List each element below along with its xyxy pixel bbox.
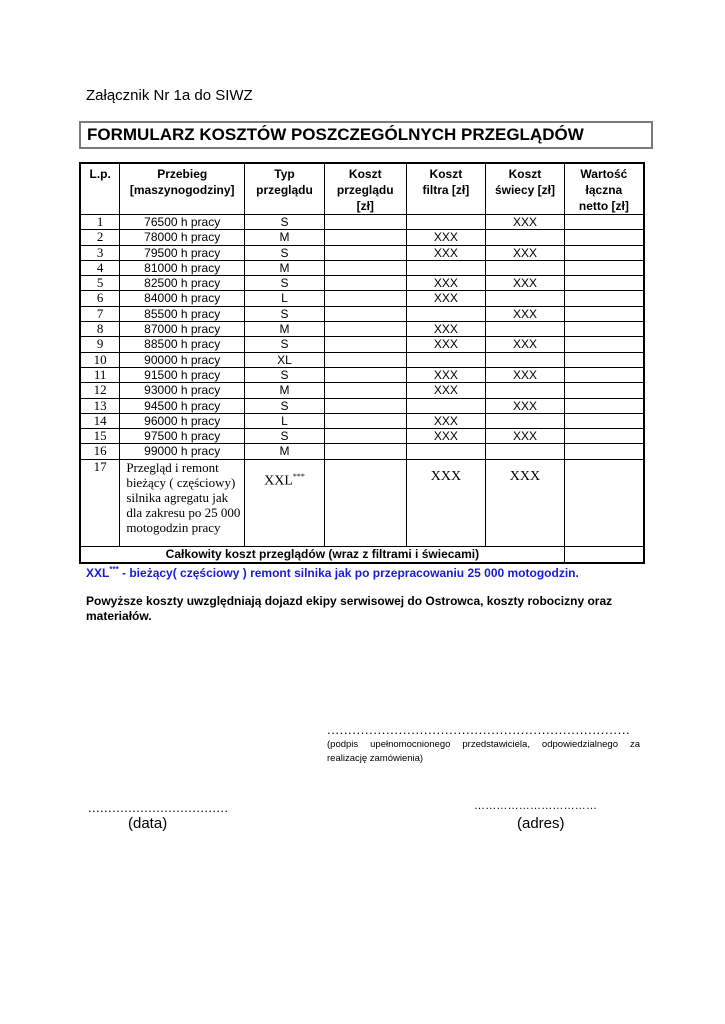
cell-swiecy: XXX [486, 276, 565, 291]
cell-przebieg: 90000 h pracy [120, 352, 245, 367]
cell-filtra[interactable] [406, 215, 486, 230]
table-row [80, 398, 644, 413]
cell-koszt-przegladu[interactable] [324, 383, 406, 398]
cell-swiecy[interactable] [486, 352, 565, 367]
cell-wartosc[interactable] [564, 337, 644, 352]
column-header [120, 163, 245, 215]
cell-lp: 9 [80, 337, 120, 352]
column-header-line: Koszt [429, 167, 463, 181]
cell-wartosc[interactable] [564, 230, 644, 245]
column-header-line: Wartość [580, 167, 628, 181]
column-header-line: Koszt [348, 167, 382, 181]
cell-przebieg: 79500 h pracy [120, 245, 245, 260]
table-row [80, 230, 644, 245]
cell-filtra[interactable] [406, 260, 486, 275]
cell-swiecy[interactable] [486, 383, 565, 398]
cell-koszt-przegladu[interactable] [324, 230, 406, 245]
column-header-line: świecy [zł] [494, 183, 555, 197]
cell-typ: M [245, 383, 325, 398]
table-header-row [80, 163, 644, 215]
cell-filtra: XXX [406, 459, 486, 546]
cell-typ: L [245, 291, 325, 306]
total-value[interactable] [564, 546, 644, 563]
column-header-line: Typ [274, 167, 295, 181]
cell-przebieg: 91500 h pracy [120, 367, 245, 382]
cell-lp: 6 [80, 291, 120, 306]
cell-typ: S [245, 337, 325, 352]
column-header-line: przeglądu [336, 183, 394, 197]
cell-filtra: XXX [406, 429, 486, 444]
cell-koszt-przegladu[interactable] [324, 398, 406, 413]
cell-typ: M [245, 260, 325, 275]
cell-wartosc[interactable] [564, 413, 644, 428]
cell-swiecy[interactable] [486, 413, 565, 428]
cost-table [79, 162, 645, 564]
table-row [80, 306, 644, 321]
cell-wartosc[interactable] [564, 429, 644, 444]
table-row [80, 413, 644, 428]
table-row [80, 459, 644, 546]
cell-wartosc[interactable] [564, 352, 644, 367]
cell-swiecy[interactable] [486, 291, 565, 306]
cell-koszt-przegladu[interactable] [324, 337, 406, 352]
cell-koszt-przegladu[interactable] [324, 276, 406, 291]
cell-wartosc[interactable] [564, 459, 644, 546]
form-title: FORMULARZ KOSZTÓW POSZCZEGÓLNYCH PRZEGLĄDÓW [79, 121, 653, 149]
table-row [80, 444, 644, 459]
cell-typ-value: XXL [264, 473, 293, 489]
column-header [80, 163, 120, 215]
cell-lp: 12 [80, 383, 120, 398]
costs-note: Powyższe koszty uwzględniają dojazd ekipy serwisowej do Ostrowca, koszty robocizny oraz materiałów. [86, 594, 613, 623]
cell-przebieg: 76500 h pracy [120, 215, 245, 230]
cell-typ: S [245, 215, 325, 230]
cell-typ: XL [245, 352, 325, 367]
cell-swiecy: XXX [486, 215, 565, 230]
cell-koszt-przegladu[interactable] [324, 291, 406, 306]
table-row [80, 367, 644, 382]
attachment-label: Załącznik Nr 1a do SIWZ [86, 87, 253, 104]
cell-lp: 1 [80, 215, 120, 230]
cell-swiecy: XXX [486, 429, 565, 444]
cell-przebieg: 94500 h pracy [120, 398, 245, 413]
cell-swiecy[interactable] [486, 260, 565, 275]
cell-przebieg: 85500 h pracy [120, 306, 245, 321]
column-header-line: przeglądu [256, 183, 313, 197]
cell-swiecy: XXX [486, 398, 565, 413]
cell-typ [245, 459, 325, 546]
column-header [486, 163, 565, 215]
cell-filtra: XXX [406, 245, 486, 260]
column-header [324, 163, 406, 215]
cell-filtra: XXX [406, 291, 486, 306]
cell-przebieg: 84000 h pracy [120, 291, 245, 306]
column-header [406, 163, 486, 215]
cell-przebieg: 81000 h pracy [120, 260, 245, 275]
date-line: ................................... [88, 800, 229, 815]
column-header-line: Koszt [508, 167, 542, 181]
total-label: Całkowity koszt przeglądów (wraz z filtrami i świecami) [80, 546, 564, 563]
cell-lp: 11 [80, 367, 120, 382]
cell-filtra[interactable] [406, 352, 486, 367]
table-row [80, 352, 644, 367]
cell-przebieg: Przegląd i remont bieżący ( częściowy) silnika agregatu jak dla zakresu po 25 000 motogodzin pracy [120, 459, 245, 546]
cell-wartosc[interactable] [564, 245, 644, 260]
cell-typ: S [245, 276, 325, 291]
table-row [80, 260, 644, 275]
cell-typ: S [245, 245, 325, 260]
cell-filtra: XXX [406, 367, 486, 382]
cell-lp: 7 [80, 306, 120, 321]
cell-koszt-przegladu[interactable] [324, 352, 406, 367]
cell-koszt-przegladu[interactable] [324, 245, 406, 260]
footnote-marker-sup: *** [109, 565, 119, 574]
cell-przebieg: 97500 h pracy [120, 429, 245, 444]
date-label: (data) [128, 815, 168, 832]
cell-wartosc[interactable] [564, 322, 644, 337]
signature-line: ........................................................................ [327, 722, 631, 737]
cell-lp: 10 [80, 352, 120, 367]
signature-caption: (podpis upełnomocnionego przedstawiciela, odpowiedzialnego za realizację zamówienia) [327, 739, 640, 764]
cell-filtra[interactable] [406, 398, 486, 413]
address-line: …………………………… [474, 800, 598, 812]
cell-lp: 2 [80, 230, 120, 245]
cell-wartosc[interactable] [564, 291, 644, 306]
cell-swiecy: XXX [486, 459, 565, 546]
cell-przebieg: 87000 h pracy [120, 322, 245, 337]
cell-przebieg: 93000 h pracy [120, 383, 245, 398]
cell-lp: 16 [80, 444, 120, 459]
cell-filtra: XXX [406, 276, 486, 291]
cell-typ: S [245, 306, 325, 321]
column-header-line: łączna [585, 183, 623, 197]
cell-filtra: XXX [406, 230, 486, 245]
cell-koszt-przegladu[interactable] [324, 429, 406, 444]
cell-typ: M [245, 444, 325, 459]
cell-lp: 17 [80, 459, 120, 546]
cell-lp: 13 [80, 398, 120, 413]
cell-koszt-przegladu[interactable] [324, 260, 406, 275]
cell-wartosc[interactable] [564, 215, 644, 230]
cell-koszt-przegladu[interactable] [324, 413, 406, 428]
cell-swiecy[interactable] [486, 322, 565, 337]
table-row [80, 245, 644, 260]
cell-filtra[interactable] [406, 444, 486, 459]
cell-typ: M [245, 230, 325, 245]
cell-koszt-przegladu[interactable] [324, 459, 406, 546]
total-row [80, 546, 644, 563]
cell-przebieg: 96000 h pracy [120, 413, 245, 428]
cell-typ: S [245, 367, 325, 382]
column-header-line: filtra [zł] [422, 183, 470, 197]
column-header [564, 163, 644, 215]
cell-swiecy: XXX [486, 337, 565, 352]
cell-koszt-przegladu[interactable] [324, 444, 406, 459]
footnote-text: - bieżący( częściowy ) remont silnika jak po przepracowaniu 25 000 motogodzin. [118, 566, 579, 580]
cell-lp: 15 [80, 429, 120, 444]
footnote [86, 565, 579, 580]
cell-swiecy[interactable] [486, 230, 565, 245]
cell-swiecy: XXX [486, 367, 565, 382]
cell-lp: 5 [80, 276, 120, 291]
cell-swiecy: XXX [486, 245, 565, 260]
cell-przebieg: 99000 h pracy [120, 444, 245, 459]
cell-typ: S [245, 398, 325, 413]
column-header-line: [zł] [356, 199, 374, 213]
footnote-marker: XXL [86, 566, 110, 580]
table-row [80, 429, 644, 444]
table-row [80, 337, 644, 352]
column-header-line: L.p. [89, 167, 111, 181]
address-label: (adres) [517, 815, 565, 832]
cell-filtra[interactable] [406, 306, 486, 321]
table-row [80, 322, 644, 337]
column-header-line: netto [zł] [578, 199, 629, 213]
cell-koszt-przegladu[interactable] [324, 367, 406, 382]
table-row [80, 291, 644, 306]
cell-lp: 14 [80, 413, 120, 428]
cell-filtra: XXX [406, 322, 486, 337]
cell-typ: L [245, 413, 325, 428]
cell-wartosc[interactable] [564, 383, 644, 398]
table-row [80, 215, 644, 230]
cell-lp: 3 [80, 245, 120, 260]
cell-wartosc[interactable] [564, 260, 644, 275]
cell-filtra: XXX [406, 337, 486, 352]
cell-filtra: XXX [406, 383, 486, 398]
cell-wartosc[interactable] [564, 276, 644, 291]
cell-koszt-przegladu[interactable] [324, 322, 406, 337]
cell-filtra: XXX [406, 413, 486, 428]
cell-typ: S [245, 429, 325, 444]
cell-lp: 4 [80, 260, 120, 275]
column-header [245, 163, 325, 215]
cell-koszt-przegladu[interactable] [324, 215, 406, 230]
table-row [80, 276, 644, 291]
cell-wartosc[interactable] [564, 306, 644, 321]
cell-lp: 8 [80, 322, 120, 337]
cell-typ: M [245, 322, 325, 337]
cell-wartosc[interactable] [564, 398, 644, 413]
column-header-line: [maszynogodziny] [129, 183, 235, 197]
cell-wartosc[interactable] [564, 444, 644, 459]
cell-swiecy[interactable] [486, 444, 565, 459]
cell-przebieg: 82500 h pracy [120, 276, 245, 291]
table-body [80, 215, 644, 563]
table-row [80, 383, 644, 398]
cell-przebieg: 78000 h pracy [120, 230, 245, 245]
cell-wartosc[interactable] [564, 367, 644, 382]
cell-typ-sup: *** [292, 471, 305, 481]
column-header-line: Przebieg [157, 167, 208, 181]
cell-przebieg: 88500 h pracy [120, 337, 245, 352]
cell-koszt-przegladu[interactable] [324, 306, 406, 321]
cell-swiecy: XXX [486, 306, 565, 321]
